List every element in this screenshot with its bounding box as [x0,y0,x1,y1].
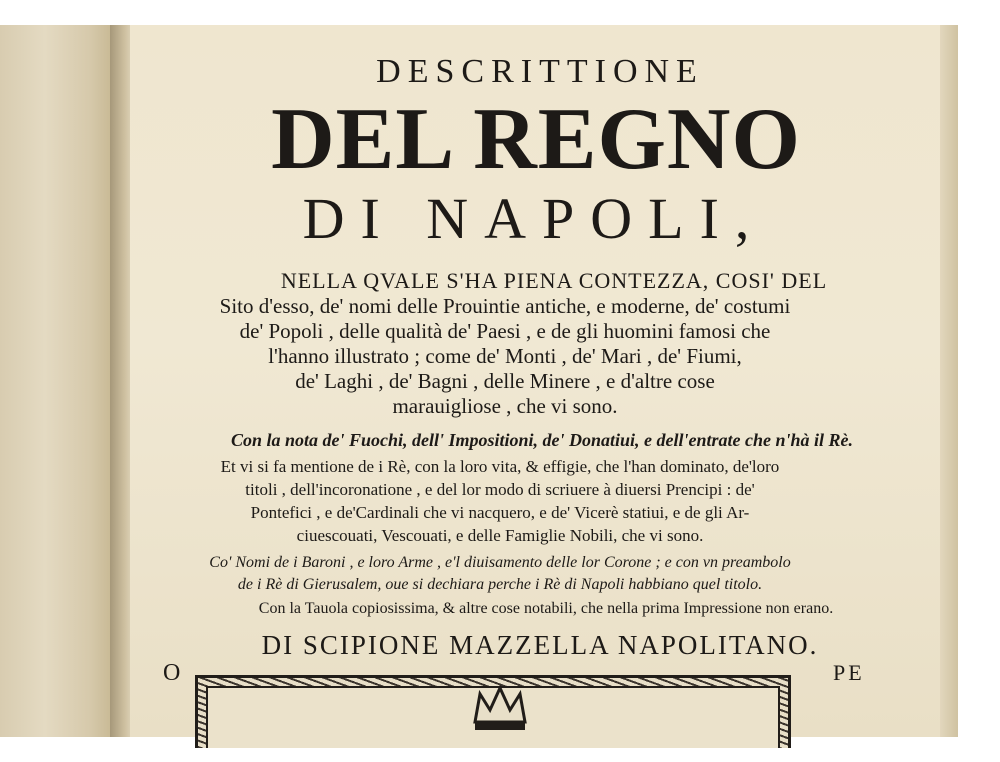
description-block [140,294,870,419]
barons-line: de i Rè di Gierusalem, oue si dechiara perche i Rè di Napoli habbiano quel titolo. [237,576,763,593]
barons-line: Co' Nomi de i Baroni , e loro Arme , e'l diuisamento delle lor Corone ; e con vn preambolo [209,554,791,571]
nota-line: Con la nota de' Fuochi, dell' Impositioni, de' Donatiui, e dell'entrate che n'hà il Rè. [230,430,854,450]
crown-icon [470,682,530,732]
description-line: de' Laghi , de' Bagni , delle Minere , e d'altre cose [295,369,715,393]
mentions-line: titoli , dell'incoronatione , e del lor modo di scriuere à diuersi Prencipi : de' [245,480,755,499]
frame-letters-right: PE [833,660,865,685]
description-line: l'hanno illustrato ; come de' Monti , de' Mari , de' Fiumi, [268,344,742,368]
description-line: de' Popoli , delle qualità de' Paesi , e de gli huomini famosi che [239,319,771,343]
title-line-di-napoli: DI NAPOLI, [302,186,766,251]
barons-block [150,552,850,596]
mentions-line: Pontefici , e de'Cardinali che vi nacquero, e de' Vicerè statiui, e de gli Ar- [250,503,750,522]
title-line-descrittione: DESCRITTIONE [376,53,704,90]
description-line: marauigliose , che vi sono. [392,394,618,418]
mentions-line: Et vi si fa mentione de i Rè, con la loro vita, & effigie, che l'han dominato, de'loro [220,457,780,476]
mentions-line: ciuescouati, Vescouati, e delle Famiglie Nobili, che vi sono. [296,526,704,545]
title-line-del-regno: DEL REGNO [271,91,801,188]
frame-letter-left: O [163,660,181,686]
tavola-line: Con la Tauola copiosissima, & altre cose notabili, che nella prima Impressione non erano. [258,600,834,617]
author-line: DI SCIPIONE MAZZELLA NAPOLITANO. [261,630,819,660]
subtitle-caps: NELLA QVALE S'HA PIENA CONTEZZA, COSI' DEL [280,268,828,293]
mentions-block [150,455,850,547]
description-line: Sito d'esso, de' nomi delle Prouintie antiche, e moderne, de' costumi [219,294,791,318]
